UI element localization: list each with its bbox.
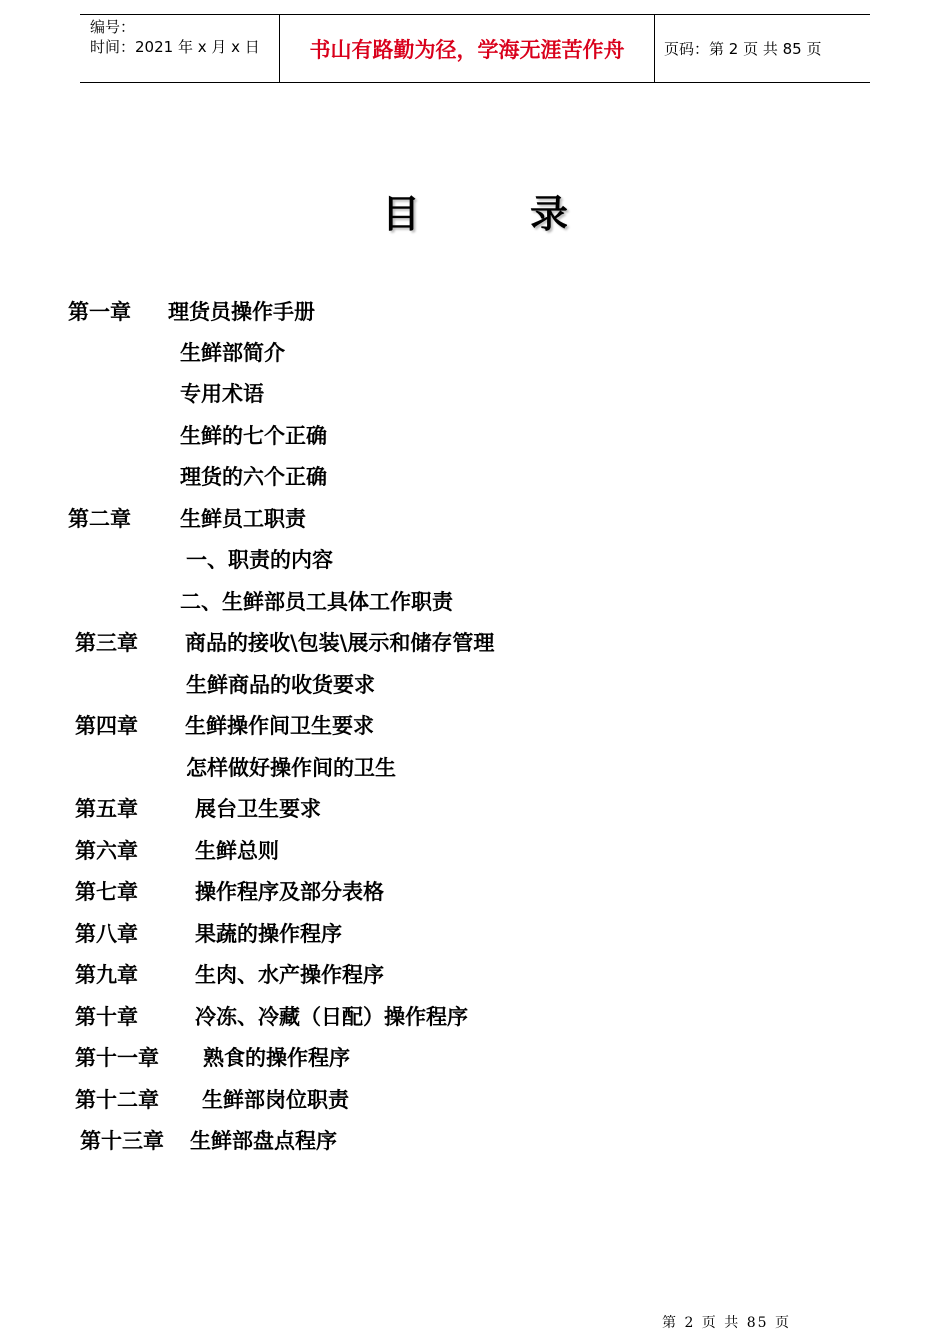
header-meta (80, 15, 280, 82)
toc-text: 生鲜的七个正确 (180, 424, 327, 448)
toc-text: 理货的六个正确 (180, 465, 327, 489)
time-label: 时间：2021 年 x 月 x 日 (90, 38, 260, 56)
toc-text: 果蔬的操作程序 (195, 922, 342, 946)
toc-chapter: 第十三章 (80, 1129, 164, 1153)
toc-chapter: 第二章 (68, 507, 131, 531)
toc-text: 生鲜总则 (195, 839, 279, 863)
toc-text: 生肉、水产操作程序 (195, 963, 384, 987)
toc-chapter: 第九章 (75, 963, 138, 987)
toc-chapter: 第十章 (75, 1005, 138, 1029)
toc-text: 生鲜部简介 (180, 341, 285, 365)
toc-chapter: 第四章 (75, 714, 138, 738)
toc-text: 一、职责的内容 (186, 548, 333, 572)
toc-chapter: 第五章 (75, 797, 138, 821)
toc-text: 生鲜员工职责 (180, 507, 306, 531)
toc-chapter: 第一章 (68, 300, 131, 324)
toc-chapter: 第三章 (75, 631, 138, 655)
toc-text: 生鲜部岗位职责 (202, 1088, 349, 1112)
page-header (80, 14, 870, 83)
header-page-info: 页码：第 2 页 共 85 页 (664, 40, 822, 58)
toc-chapter: 第十二章 (75, 1088, 159, 1112)
toc-text: 熟食的操作程序 (203, 1046, 350, 1070)
toc-text: 操作程序及部分表格 (195, 880, 384, 904)
toc-text: 商品的接收\包装\展示和储存管理 (185, 631, 495, 655)
toc-chapter: 第七章 (75, 880, 138, 904)
toc-text: 冷冻、冷藏（日配）操作程序 (195, 1005, 468, 1029)
toc-text: 怎样做好操作间的卫生 (186, 756, 396, 780)
number-label: 编号： (90, 18, 136, 36)
toc-chapter: 第十一章 (75, 1046, 159, 1070)
toc-text: 生鲜商品的收货要求 (186, 673, 375, 697)
toc-text: 生鲜操作间卫生要求 (185, 714, 374, 738)
toc-text: 生鲜部盘点程序 (190, 1129, 337, 1153)
page-title: 目录 (381, 192, 678, 236)
page-footer: 第 2 页 共 85 页 (662, 1315, 791, 1331)
toc-text: 理货员操作手册 (168, 300, 315, 324)
toc-text: 专用术语 (180, 382, 264, 406)
toc-text: 展台卫生要求 (195, 797, 321, 821)
toc-chapter: 第八章 (75, 922, 138, 946)
toc-chapter: 第六章 (75, 839, 138, 863)
toc-text: 二、生鲜部员工具体工作职责 (180, 590, 453, 614)
header-motto: 书山有路勤为径，学海无涯苦作舟 (280, 15, 655, 82)
